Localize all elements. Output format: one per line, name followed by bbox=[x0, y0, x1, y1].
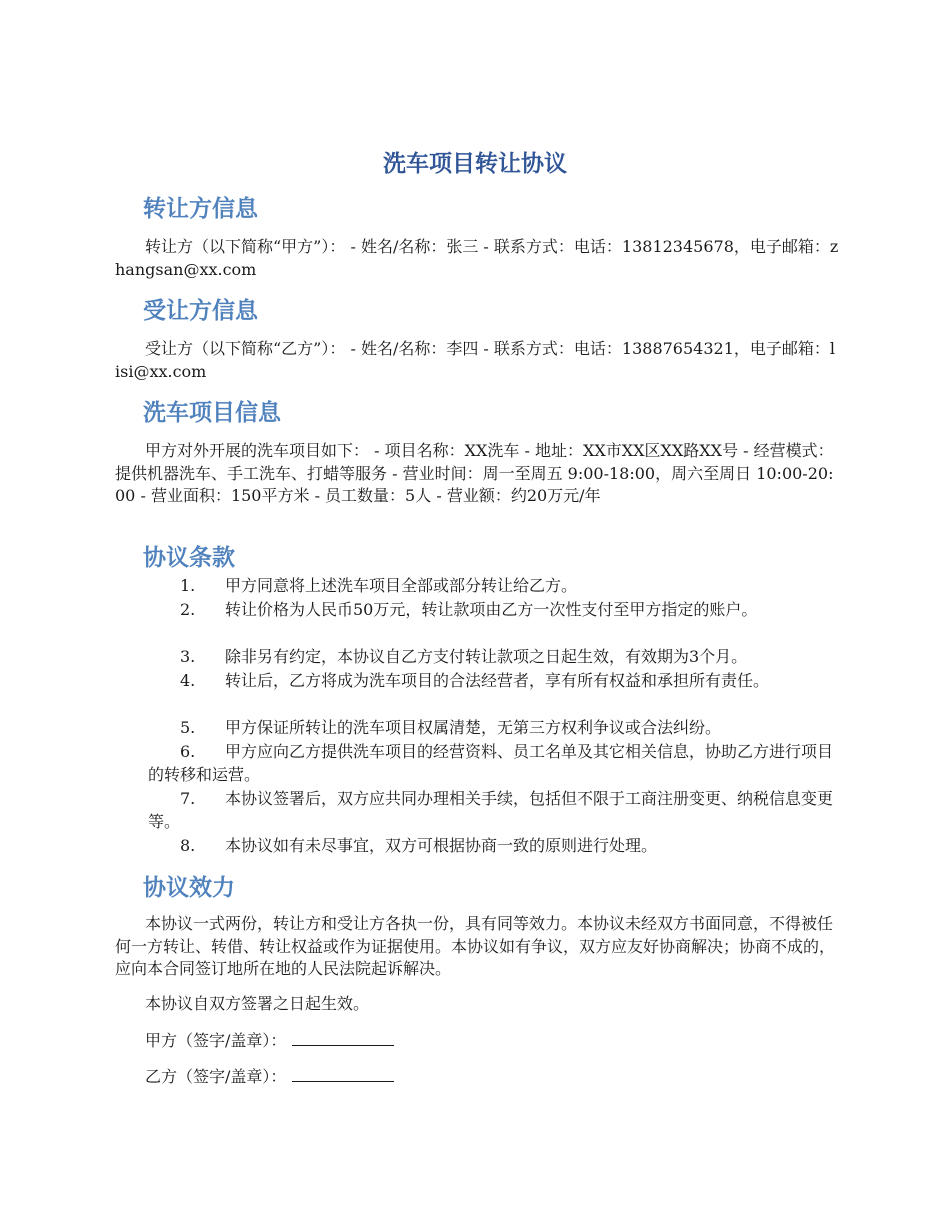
term-text: 本协议如有未尽事宜，双方可根据协商一致的原则进行处理。 bbox=[225, 836, 658, 855]
effective-line: 本协议自双方签署之日起生效。 bbox=[145, 994, 370, 1013]
term-item-3 bbox=[148, 646, 843, 669]
term-text: 本协议签署后，双方应共同办理相关手续，包括但不限于工商注册变更、纳税信息变更等。 bbox=[148, 789, 834, 831]
term-item-7 bbox=[148, 788, 843, 833]
signature-party-b bbox=[145, 1066, 394, 1089]
transferee-info: 受让方（以下简称“乙方”）： - 姓名/名称：李四 - 联系方式：电话：13887654321，电子邮箱：lisi@xx.com bbox=[115, 339, 836, 381]
heading-project: 洗车项目信息 bbox=[143, 400, 281, 426]
document-title: 洗车项目转让协议 bbox=[383, 151, 567, 177]
term-number: 4. bbox=[180, 671, 196, 690]
project-info: 甲方对外开展的洗车项目如下： - 项目名称：XX洗车 - 地址：XX市XX区XX路XX号 - 经营模式：提供机器洗车、手工洗车、打蜡等服务 - 营业时间：周一至周五 9:00-18:00，周六至周日 10:00-20:00 - 营业面积：150平方米 - 员工数量：5人 - 营业额：约20万元/年 bbox=[115, 441, 834, 505]
term-text: 甲方应向乙方提供洗车项目的经营资料、员工名单及其它相关信息，协助乙方进行项目的转移和运营。 bbox=[148, 742, 834, 784]
term-number: 1. bbox=[180, 576, 196, 595]
signature-label-b: 乙方（签字/盖章）： bbox=[145, 1067, 287, 1086]
term-number: 5. bbox=[180, 718, 196, 737]
term-number: 2. bbox=[180, 600, 196, 619]
term-text: 甲方同意将上述洗车项目全部或部分转让给乙方。 bbox=[225, 576, 578, 595]
term-text: 除非另有约定，本协议自乙方支付转让款项之日起生效，有效期为3个月。 bbox=[225, 647, 748, 666]
term-number: 3. bbox=[180, 647, 196, 666]
term-item-2 bbox=[148, 599, 843, 622]
term-text: 甲方保证所转让的洗车项目权属清楚，无第三方权利争议或合法纠纷。 bbox=[225, 718, 722, 737]
term-item-6 bbox=[148, 741, 843, 786]
heading-effect: 协议效力 bbox=[143, 875, 235, 901]
term-text: 转让后，乙方将成为洗车项目的合法经营者，享有所有权益和承担所有责任。 bbox=[225, 671, 770, 690]
heading-transferor: 转让方信息 bbox=[143, 196, 258, 222]
term-item-4 bbox=[148, 670, 843, 693]
signature-label-a: 甲方（签字/盖章）： bbox=[145, 1031, 287, 1050]
heading-transferee: 受让方信息 bbox=[143, 298, 258, 324]
signature-party-a bbox=[145, 1030, 394, 1053]
term-text: 转让价格为人民币50万元，转让款项由乙方一次性支付至甲方指定的账户。 bbox=[225, 600, 758, 619]
signature-blank-b[interactable] bbox=[292, 1066, 394, 1082]
term-number: 8. bbox=[180, 836, 196, 855]
term-item-1 bbox=[148, 575, 843, 598]
signature-blank-a[interactable] bbox=[292, 1030, 394, 1046]
term-item-5 bbox=[148, 717, 843, 740]
effect-text: 本协议一式两份，转让方和受让方各执一份，具有同等效力。本协议未经双方书面同意，不得被任何一方转让、转借、转让权益或作为证据使用。本协议如有争议，双方应友好协商解决；协商不成的，应向本合同签订地所在地的人民法院起诉解决。 bbox=[115, 914, 836, 978]
transferor-info: 转让方（以下简称“甲方”）： - 姓名/名称：张三 - 联系方式：电话：13812345678，电子邮箱：zhangsan@xx.com bbox=[115, 237, 839, 279]
term-number: 6. bbox=[180, 742, 196, 761]
term-number: 7. bbox=[180, 789, 196, 808]
term-item-8 bbox=[148, 835, 843, 858]
heading-terms: 协议条款 bbox=[143, 545, 235, 571]
